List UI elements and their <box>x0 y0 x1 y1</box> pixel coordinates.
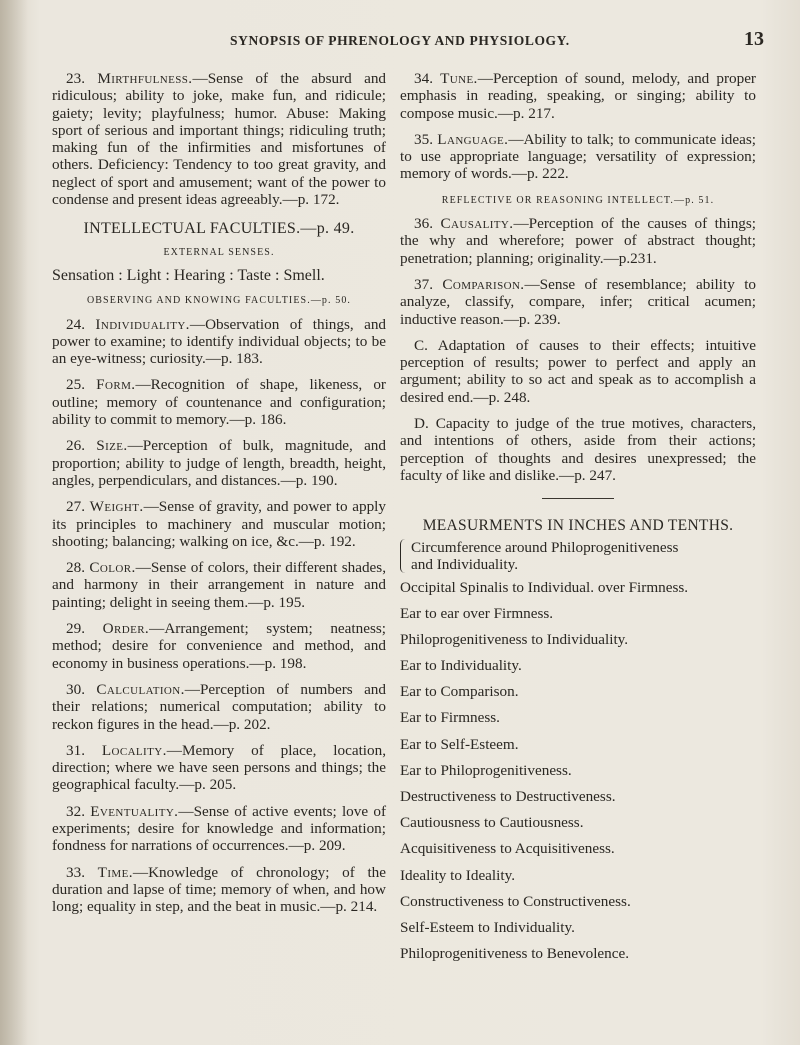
left-column <box>52 70 386 924</box>
entry-text: —Sense of resemblance; ability to analyze, classify, compare, infer; critical acumen; inductive reason.—p. 239. <box>400 275 757 328</box>
entry-order: 29. Order.—Arrangement; system; neatness; method; desire for convenience and method, and economy in business operations.—p. 198. <box>52 620 387 672</box>
measurement-item: Ideality to Ideality. <box>400 866 515 884</box>
measurement-item: Ear to Firmness. <box>400 709 500 727</box>
reflective-intellect-heading: REFLECTIVE OR REASONING INTELLECT.—p. 51. <box>441 194 715 206</box>
entry-text: Capacity to judge of the true motives, characters, and intentions of others, aside from their actions; perception of thoughts and desires unexpressed; the faculty of like and dislike.—p. 247. <box>400 415 757 484</box>
entry-form: 25. Form.—Recognition of shape, likeness, or outline; memory of countenance and configuration; ability to commit to memory.—p. 186. <box>52 376 386 429</box>
measurement-item: Ear to Philoprogenitiveness. <box>400 761 572 779</box>
entry-term: Tune. <box>440 70 478 87</box>
measurements-heading: MEASURMENTS IN INCHES AND TENTHS. <box>422 517 734 535</box>
measurement-item: Self-Esteem to Individuality. <box>400 918 575 936</box>
entry-language: 35. Language.—Ability to talk; to communicate ideas; to use appropriate language; versatility of expression; memory of words.—p. 222. <box>400 130 756 183</box>
measurement-item: Occipital Spinalis to Individual. over Firmness. <box>400 578 689 596</box>
entry-d: D. Capacity to judge of the true motives, characters, and intentions of others, aside from their actions; perception of thoughts and desires unexpressed; the faculty of like and dislike.—p. 247. <box>400 415 757 484</box>
entry-comparison: 37. Comparison.—Sense of resemblance; ability to analyze, classify, compare, infer; critical acumen; inductive reason.—p. 239. <box>400 275 757 328</box>
entry-tune: 34. Tune.—Perception of sound, melody, and proper emphasis in reading, speaking, or singing; ability to compose music.—p. 217. <box>400 70 756 122</box>
gutter-shadow <box>0 0 28 1045</box>
entry-text: —Ability to talk; to communicate ideas; to use appropriate language; versatility of expression; memory of words.—p. 222. <box>400 130 756 183</box>
entry-term: Mirthfulness. <box>97 70 193 87</box>
entry-term: Weight. <box>89 498 144 516</box>
entry-color: 28. Color.—Sense of colors, their different shades, and harmony in their arrangement in nature and painting; delight in seeing them.—p. 195. <box>52 559 386 611</box>
entry-text: —Perception of the causes of things; the why and wherefore; power of abstract thought; penetration; planning; originality.—p.231. <box>400 215 757 267</box>
entry-term: Causality. <box>440 215 514 233</box>
brace-line: and Individuality. <box>411 555 518 573</box>
entry-term: Calculation. <box>96 680 185 698</box>
measurement-item: Ear to Self-Esteem. <box>400 735 519 753</box>
right-column <box>400 70 756 971</box>
entry-mirthfulness: 23. Mirthfulness.—Sense of the absurd and ridiculous; ability to joke, make fun, and ridicule; gaiety; levity; playfulness; humor. Abuse: Making sport of serious and important things; ridiculing truth; making fun of the infirmities and misfortunes of others. Deficiency: Tendency to too great gravity, and neglect of sport and amusement; want of the power to condense and present ideas agreeably.—p. 172. <box>52 70 387 209</box>
entry-term: Order. <box>102 620 150 638</box>
measurement-item: Ear to Individuality. <box>400 657 522 675</box>
running-title: SYNOPSIS OF PHRENOLOGY AND PHYSIOLOGY. <box>230 33 570 48</box>
entry-c: C. Adaptation of causes to their effects; intuitive perception of results; power to perfect and apply an argument; ability to so act and speak as to accomplish a desired end.—p. 248. <box>400 336 756 406</box>
entry-text: —Perception of sound, melody, and proper emphasis in reading, speaking, or singing; ability to compose music.—p. 217. <box>400 70 756 122</box>
entry-term: Time. <box>97 863 133 881</box>
entry-text: —Sense of gravity, and power to apply its principles to machinery and muscular motion; shooting; balancing; walking on ice, &c.—p. 192. <box>52 498 386 550</box>
entry-text: —Perception of bulk, magnitude, and proportion; ability to judge of length, breadth, height, angles, perpendiculars, and distances.—p. 190. <box>52 437 386 489</box>
measurement-item: Philoprogenitiveness to Individuality. <box>400 630 629 648</box>
measurement-item: Ear to Comparison. <box>400 683 519 701</box>
entry-locality: 31. Locality.—Memory of place, location, direction; where we have seen persons and things; the geographical faculty.—p. 205. <box>52 741 386 794</box>
entry-individuality: 24. Individuality.—Observation of things, and power to examine; to identify individual objects; to be an eye-witness; curiosity.—p. 183. <box>52 315 387 368</box>
page-number: 13 <box>744 28 764 50</box>
entry-size: 26. Size.—Perception of bulk, magnitude, and proportion; ability to judge of length, breadth, height, angles, perpendiculars, and distances.—p. 190. <box>52 437 386 489</box>
circumference-group <box>400 539 756 573</box>
measurement-item: Philoprogenitiveness to Benevolence. <box>400 945 630 963</box>
measurements-list <box>400 579 756 963</box>
entry-calculation: 30. Calculation.—Perception of numbers and their relations; numerical computation; ability to reckon figures in the head.—p. 202. <box>52 680 386 733</box>
entry-causality: 36. Causality.—Perception of the causes of things; the why and wherefore; power of abstract thought; penetration; planning; originality.—p.231. <box>400 215 757 267</box>
entry-term: Language. <box>437 130 509 148</box>
brace-line: Circumference around Philoprogenitiveness <box>411 538 679 556</box>
observing-faculties-heading: OBSERVING AND KNOWING FACULTIES.—p. 50. <box>86 295 352 307</box>
entry-text: —Sense of active events; love of experiments; desire for knowledge and information; fondness for narrations of occurrences.—p. 209. <box>52 802 386 855</box>
entry-term: Form. <box>96 376 136 394</box>
external-senses-heading: EXTERNAL SENSES. <box>163 246 275 258</box>
entry-text: —Perception of numbers and their relations; numerical computation; ability to reckon figures in the head.—p. 202. <box>52 680 386 733</box>
section-divider <box>542 498 614 499</box>
entry-time: 33. Time.—Knowledge of chronology; of the duration and lapse of time; memory of when, and how long; equality in step, and the beat in music.—p. 214. <box>52 863 387 916</box>
senses-line: Sensation : Light : Hearing : Taste : Smell. <box>52 266 325 284</box>
entry-text: —Sense of the absurd and ridiculous; ability to joke, make fun, and ridicule; gaiety; levity; playfulness; humor. Abuse: Making sport of serious and important things; ridiculing truth; making fun of the infirmities and misfortunes of others. Deficiency: Tendency to too great gravity, and neglect of sport and amusement; want of the power to condense and present ideas agreeably.—p. 172. <box>52 70 387 209</box>
entry-text: Adaptation of causes to their effects; intuitive perception of results; power to perfect and apply an argument; ability to so act and speak as to accomplish a desired end.—p. 248. <box>400 336 756 406</box>
entry-text: —Knowledge of chronology; of the duration and lapse of time; memory of when, and how long; equality in step, and the beat in music.—p. 214. <box>52 863 387 916</box>
entry-text: —Sense of colors, their different shades, and harmony in their arrangement in nature and painting; delight in seeing them.—p. 195. <box>52 559 386 611</box>
entry-weight: 27. Weight.—Sense of gravity, and power to apply its principles to machinery and muscular motion; shooting; balancing; walking on ice, &c.—p. 192. <box>52 498 386 550</box>
measurement-item: Cautiousness to Cautiousness. <box>400 814 584 832</box>
measurement-item: Constructiveness to Constructiveness. <box>400 892 631 910</box>
entry-text: —Recognition of shape, likeness, or outline; memory of countenance and configuration; ability to commit to memory.—p. 186. <box>52 376 386 429</box>
entry-term: Size. <box>96 437 128 455</box>
entry-term: Individuality. <box>95 315 190 333</box>
entry-text: —Observation of things, and power to examine; to identify individual objects; to be an eye-witness; curiosity.—p. 183. <box>52 315 387 368</box>
entry-term: Color. <box>89 559 136 577</box>
brace-icon <box>400 539 407 573</box>
measurement-item: Destructiveness to Destructiveness. <box>400 788 616 806</box>
measurement-item: Acquisitiveness to Acquisitiveness. <box>400 840 615 858</box>
intellectual-faculties-heading: INTELLECTUAL FACULTIES.—p. 49. <box>83 220 355 238</box>
entry-term: Comparison. <box>442 275 525 293</box>
entry-eventuality: 32. Eventuality.—Sense of active events; love of experiments; desire for knowledge and information; fondness for narrations of occurrences.—p. 209. <box>52 802 386 855</box>
entry-term: Locality. <box>101 741 167 759</box>
measurement-item: Ear to ear over Firmness. <box>400 604 554 622</box>
entry-term: Eventuality. <box>90 802 179 820</box>
entry-text: —Arrangement; system; neatness; method; desire for convenience and method, and economy in business operations.—p. 198. <box>52 620 387 672</box>
entry-text: —Memory of place, location, direction; where we have seen persons and things; the geographical faculty.—p. 205. <box>52 741 386 794</box>
